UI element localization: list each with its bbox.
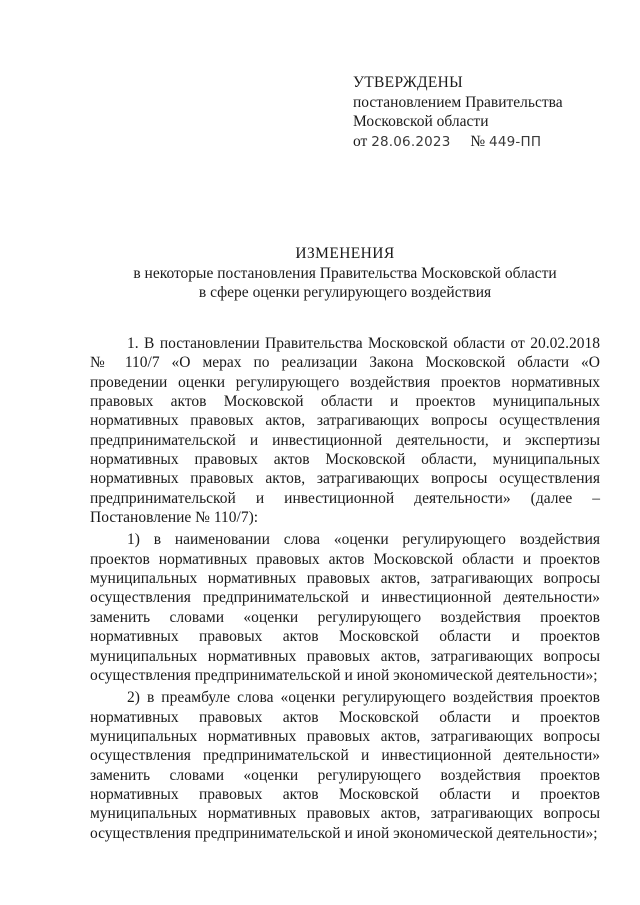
list-item-2: 2) в преамбуле слова «оценки регулирующего воздействия проектов нормативных правовых актов Московской области и проектов муниципальных нормативных правовых актов, затрагивающих вопросы осуществления предпринимательской и инвестиционной деятельности» заменить словами «оценки регулирующего воздействия проектов нормативных правовых актов Московской области и проектов муниципальных нормативных правовых актов, затрагивающих вопросы осуществления предпринимательской и иной экономической деятельности»;	[90, 689, 600, 842]
approval-heading: УТВЕРЖДЕНЫ	[353, 74, 463, 91]
approval-line-1: постановлением Правительства	[353, 93, 563, 111]
approval-number: 449-ПП	[489, 133, 542, 150]
approval-line-2: Московской области	[353, 113, 489, 130]
approval-date-row	[353, 132, 613, 153]
list-item-1: 1) в наименовании слова «оценки регулирующего воздействия проектов нормативных правовых актов Московской области и проектов муниципальных нормативных правовых актов, затрагивающих вопросы осуществления предпринимательской и инвестиционной деятельности» заменить словами «оценки регулирующего воздействия проектов нормативных правовых актов Московской области и проектов муниципальных нормативных правовых актов, затрагивающих вопросы осуществления предпринимательской и иной экономической деятельности»;	[90, 531, 600, 684]
paragraph-1: 1. В постановлении Правительства Московской области от 20.02.2018 № 110/7 «О мерах по реализации Закона Московской области «О проведении оценки регулирующего воздействия проектов нормативных правовых актов Московской области и проектов муниципальных нормативных правовых актов, затрагивающих вопросы осуществления предпринимательской и инвестиционной деятельности, и экспертизы нормативных правовых актов Московской области, муниципальных нормативных правовых актов, затрагивающих вопросы осуществления предпринимательской и инвестиционной деятельности» (далее – Постановление № 110/7):	[90, 335, 600, 527]
approval-block	[353, 73, 613, 152]
title-line-1: в некоторые постановления Правительства Московской области	[133, 264, 557, 282]
approval-number-sign: №	[470, 132, 486, 150]
title-heading: ИЗМЕНЕНИЯ	[295, 245, 395, 262]
approval-date-prefix: от	[353, 132, 368, 150]
document-body	[90, 334, 600, 843]
title-line-2: в сфере оценки регулирующего воздействия	[198, 284, 492, 301]
approval-date: 28.06.2023	[371, 133, 451, 150]
document-title	[90, 244, 600, 303]
